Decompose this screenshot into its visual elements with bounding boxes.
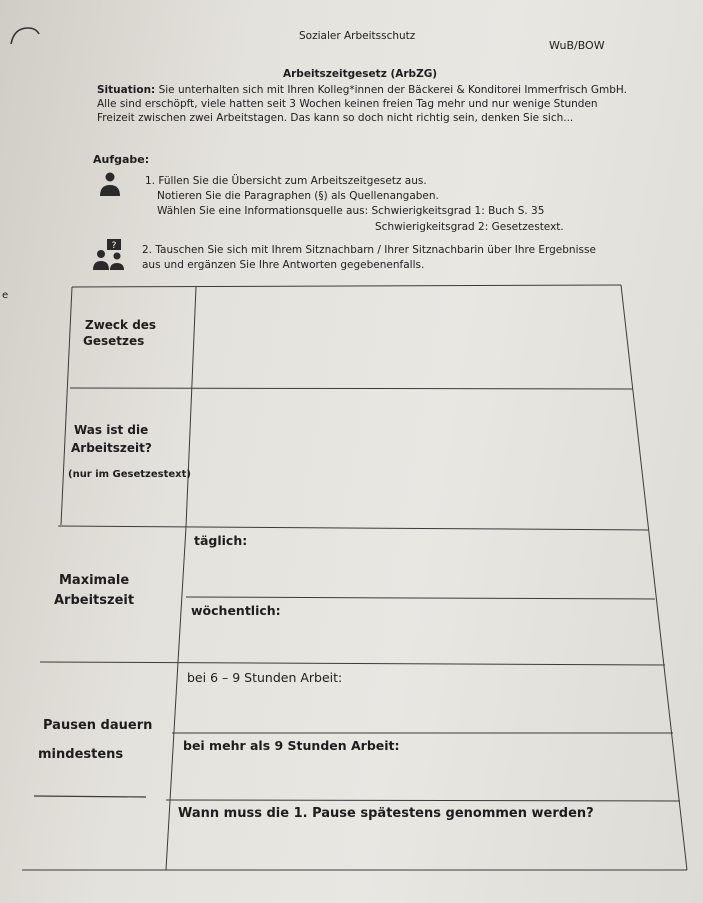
row-line-6 [166,800,680,801]
arbeitszeit-note: (nur im Gesetzestext) [68,469,191,480]
subject-label: Sozialer Arbeitsschutz [299,30,416,42]
column-divider-lower [166,662,178,870]
table-right-line [621,285,687,870]
task-2-line-1: 2. Tauschen Sie sich mit Ihrem Sitznachbarn / Ihrer Sitznachbarin über Ihre Ergebnisse [142,244,596,256]
max-arbeitszeit-label-1: Maximale [59,573,130,588]
partner-work-icon [92,238,126,272]
binder-hole-icon [8,24,42,46]
zweck-label-2: Gesetzes [83,334,145,348]
column-divider-middle [178,527,186,662]
class-code: WuB/BOW [549,39,605,52]
row-line-2 [58,526,648,530]
single-work-icon [98,170,122,198]
situation-text-1: Sie unterhalten sich mit Ihren Kolleg*innen der Bäckerei & Konditorei Immerfrisch GmbH. [158,84,627,96]
question-mark: ? [111,241,117,251]
row-line-1 [70,388,633,389]
pausen-label-1: Pausen dauern [43,718,153,733]
task-1-line-1: 1. Füllen Sie die Übersicht zum Arbeitszeitgesetz aus. [145,175,427,187]
situation-line-2: Alle sind erschöpft, viele hatten seit 3 Wochen keinen freien Tag mehr und nur wenige Stunden [97,98,598,110]
arbeitszeit-label-2: Arbeitszeit? [71,441,152,455]
first-pause-question-field[interactable]: Wann muss die 1. Pause spätestens genommen werden? [178,806,594,821]
max-arbeitszeit-label-2: Arbeitszeit [54,593,135,608]
column-divider-upper [186,287,196,527]
daily-max-field[interactable]: täglich: [194,533,248,548]
pause-over-9-hours-field[interactable]: bei mehr als 9 Stunden Arbeit: [183,738,400,753]
pausen-label-2: mindestens [38,747,124,762]
row-line-4 [40,662,665,665]
table-top-line [72,285,621,287]
task-1-line-3: Wählen Sie eine Informationsquelle aus: Schwierigkeitsgrad 1: Buch S. 35 [157,205,545,217]
row-line-3 [186,597,655,599]
situation-line-3: Freizeit zwischen zwei Arbeitstagen. Das kann so doch nicht richtig sein, denken Sie sich... [97,112,574,124]
zweck-label-1: Zweck des [85,318,157,332]
pause-6-9-hours-field[interactable]: bei 6 – 9 Stunden Arbeit: [187,670,343,685]
table-left-line-upper [61,287,72,525]
situation-label: Situation: [97,84,156,96]
weekly-max-field[interactable]: wöchentlich: [191,603,281,618]
pause-answer-blank [34,796,146,797]
arbeitszeit-label-1: Was ist die [74,423,149,437]
task-1-line-4: Schwierigkeitsgrad 2: Gesetzestext. [375,221,564,233]
task-2-line-2: aus und ergänzen Sie Ihre Antworten gegebenenfalls. [142,259,425,271]
task-heading: Aufgabe: [93,153,150,166]
worksheet-title: Arbeitszeitgesetz (ArbZG) [283,68,438,80]
situation-line-1 [97,84,627,96]
cropped-edge-letter: e [2,290,9,301]
task-1-line-2: Notieren Sie die Paragraphen (§) als Quellenangaben. [157,190,439,202]
